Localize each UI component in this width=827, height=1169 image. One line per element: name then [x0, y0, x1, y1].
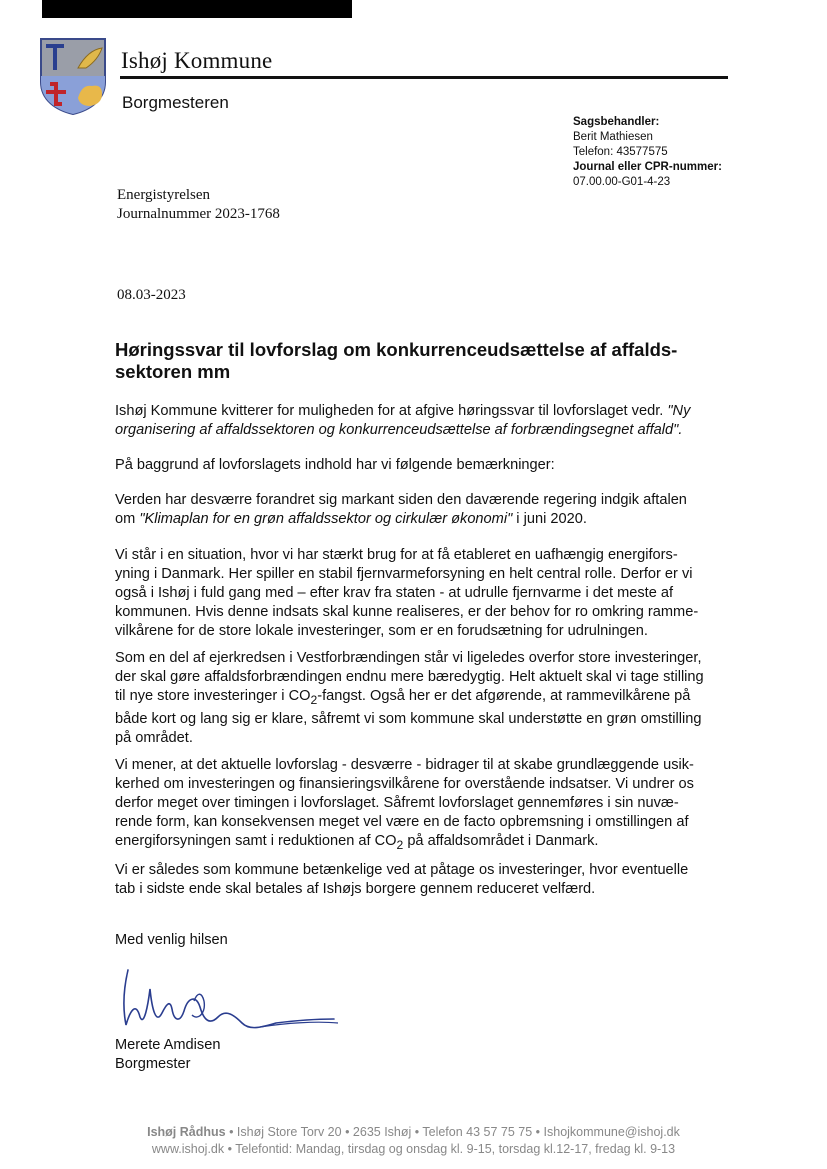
text-run: Ishøj Kommune kvitterer for muligheden for at afgive høringssvar til lovforslaget vedr. [115, 403, 668, 419]
title-line: Høringssvar til lovforslag om konkurrenceudsættelse af affalds- [115, 339, 678, 360]
text-run: -fangst. Også her er det afgørende, at rammevilkårene på [317, 688, 691, 704]
footer-line: www.ishoj.dk • Telefontid: Mandag, tirsdag og onsdag kl. 9-15, torsdag kl.12-17, fredag kl. 9-13 [151, 1142, 676, 1156]
case-info [573, 115, 722, 190]
closing: Med venlig hilsen [115, 932, 228, 948]
text-run: i juni 2020. [512, 511, 587, 527]
department-name: Borgmesteren [122, 93, 229, 112]
paragraph-line: Vi mener, at det aktuelle lovforslag - desværre - bidrager til at skabe grundlæggende usik- [115, 757, 694, 773]
paragraph-line: både kort og lang sig er klare, såfremt vi som kommune skal understøtte en grøn omstilling [115, 710, 702, 727]
paragraph-line [115, 510, 715, 529]
letter-date: 08.03-2023 [117, 287, 186, 303]
signature-image [110, 965, 340, 1045]
handler-name: Berit Mathiesen [573, 131, 653, 143]
letter-title [115, 339, 715, 383]
journal-number: 07.00.00-G01-4-23 [573, 176, 671, 188]
paragraph-line: på området. [115, 729, 193, 746]
subscript: 2 [396, 837, 404, 852]
italic-run: organisering af affaldssektoren og konkurrenceudsættelse af forbrændingsegnet affald". [115, 422, 683, 438]
paragraph-line: yning i Danmark. Her spiller en stabil fjernvarmeforsyning en helt central rolle. Derfor er vi [115, 566, 693, 582]
paragraph-line: Vi er således som kommune betænkelige ved at påtage os investeringer, hvor eventuelle [115, 862, 689, 878]
paragraph-7 [115, 861, 715, 899]
footer-bold: Ishøj Rådhus [147, 1125, 226, 1139]
handler-phone: Telefon: 43577575 [573, 146, 668, 158]
paragraph-3 [115, 491, 715, 529]
subscript: 2 [310, 692, 318, 707]
paragraph-line: Som en del af ejerkredsen i Vestforbrændingen står vi ligeledes overfor store investeringer, [115, 650, 702, 666]
header-rule [120, 76, 728, 79]
municipality-name: Ishøj Kommune [121, 48, 273, 73]
paragraph-line [115, 421, 715, 440]
paragraph-6 [115, 756, 715, 855]
paragraph-line: tab i sidste ende skal betales af Ishøjs borgere gennem reduceret velfærd. [115, 881, 596, 897]
paragraph-line: vilkårene for de store lokale investeringer, som er en forudsætning for udrulningen. [115, 623, 648, 639]
footer-text: • Ishøj Store Torv 20 • 2635 Ishøj • Telefon 43 57 75 75 • Ishojkommune@ishoj.dk [225, 1125, 680, 1139]
paragraph-line [115, 402, 715, 421]
recipient-name: Energistyrelsen [117, 187, 211, 203]
letter-footer [0, 1124, 827, 1158]
paragraph-line [115, 832, 715, 855]
paragraph-line: Verden har desværre forandret sig markant siden den daværende regering indgik aftalen [115, 492, 687, 508]
municipal-crest-icon [38, 36, 108, 116]
paragraph-line: kerhed om investeringen og finansieringsvilkårene for overstående indsatser. Vi undrer os [115, 776, 694, 792]
signer-name: Merete Amdisen [115, 1037, 221, 1053]
paragraph-line: derfor meget over timingen i lovforslaget. Såfremt lovforslaget gennemføres i sin nuvæ- [115, 795, 679, 811]
paragraph-line: der skal gøre affaldsforbrændingen endnu mere bæredygtig. Helt aktuelt skal vi tage stilling [115, 669, 704, 685]
paragraph-line: Vi står i en situation, hvor vi har stærkt brug for at få etableret en uafhængig energifors- [115, 547, 678, 563]
paragraph-2 [115, 456, 715, 475]
paragraph-line: kommunen. Hvis denne indsats skal kunne realiseres, er der behov for ro omkring ramme- [115, 604, 699, 620]
redaction-bar [42, 0, 352, 18]
text-run: på affaldsområdet i Danmark. [403, 833, 599, 849]
text-run: om [115, 511, 140, 527]
paragraph-5 [115, 649, 715, 748]
recipient-block [117, 186, 280, 224]
italic-run: "Klimaplan for en grøn affaldssektor og cirkulær økonomi" [139, 511, 513, 527]
paragraph-line: også i Ishøj i fuld gang med – efter krav fra staten - at udrulle fjernvarme i det meste af [115, 585, 674, 601]
paragraph-1 [115, 402, 715, 440]
signer-role: Borgmester [115, 1056, 191, 1072]
text-run: til nye store investeringer i CO [115, 688, 311, 704]
paragraph-line [115, 687, 715, 710]
italic-run: "Ny [667, 403, 691, 419]
paragraph-line: På baggrund af lovforslagets indhold har vi følgende bemærkninger: [115, 457, 555, 473]
text-run: energiforsyningen samt i reduktionen af CO [115, 833, 397, 849]
journal-label: Journal eller CPR-nummer: [573, 161, 722, 173]
handler-label: Sagsbehandler: [573, 116, 660, 128]
paragraph-line: rende form, kan konsekvensen meget vel være en de facto opbremsning i omstillingen af [115, 814, 689, 830]
footer-line [0, 1124, 827, 1141]
recipient-journal: Journalnummer 2023-1768 [117, 206, 280, 222]
title-line: sektoren mm [115, 361, 231, 382]
signer-block [115, 1036, 220, 1074]
paragraph-4 [115, 546, 715, 641]
